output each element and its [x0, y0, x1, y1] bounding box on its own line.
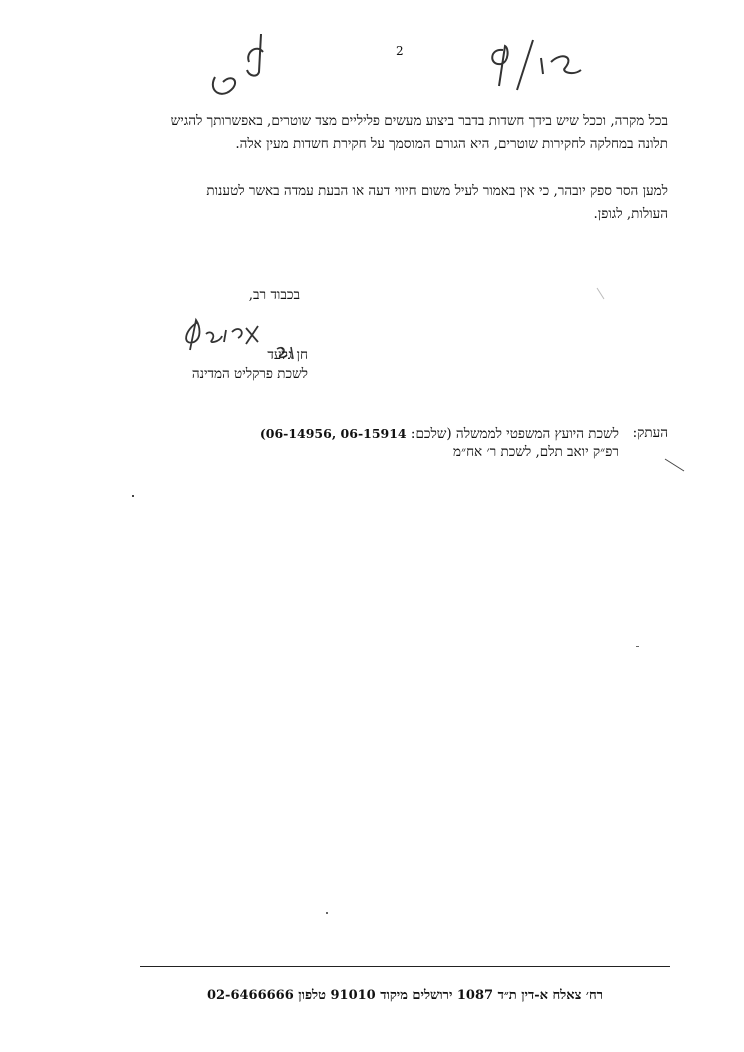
paragraph-line: תלונה במחלקה לחקירות שוטרים, היא הגורם המוסמך על חקירת חשדות מעין אלה.: [235, 136, 668, 152]
body-paragraph-2: [68, 180, 668, 226]
footer-address: רח׳ צאלח א-דין ת״ד 1087 ירושלים מיקוד 91010 טלפון 02-6466666: [206, 988, 604, 1003]
copies-list: [260, 425, 619, 461]
signer-block: [192, 346, 308, 384]
handwritten-mark-left: [205, 22, 275, 102]
scan-mark: [596, 287, 606, 301]
copy-recipient-1: [260, 425, 619, 443]
copy-recipient-text: לשכת היועץ המשפטי לממשלה (שלכם:: [410, 426, 619, 442]
signer-office: לשכת פרקליט המדינה: [191, 366, 308, 382]
copy-recipient-2: רפ״ק יואב תלם, לשכת ר׳ אח״מ: [452, 444, 619, 460]
footer-divider: [140, 966, 670, 967]
scan-dot: [132, 495, 134, 497]
scan-mark: [664, 458, 686, 472]
scan-dot: [636, 646, 639, 647]
signer-name: חן גלעד: [267, 347, 308, 363]
handwritten-date-mark: [485, 38, 585, 93]
paragraph-line: בכל מקרה, וככל שיש בידך חשדות בדבר ביצוע מעשים פליליים מצד שוטרים, באפשרותך להגיש: [170, 113, 668, 129]
closing-salutation: בכבוד רב,: [248, 287, 300, 303]
page-number: 2: [396, 44, 404, 58]
paragraph-line: למען הסר ספק יובהר, כי אין באמור לעיל משום חיווי דעה או הבעת עמדה באשר לטענות: [206, 183, 668, 199]
body-paragraph-1: [68, 110, 668, 156]
scan-dot: [326, 912, 328, 914]
file-numbers: 06-15914 ,06-14956): [259, 426, 407, 441]
paragraph-line: העולות, לגופן.: [593, 206, 668, 222]
copies-label: העתק:: [632, 425, 668, 441]
